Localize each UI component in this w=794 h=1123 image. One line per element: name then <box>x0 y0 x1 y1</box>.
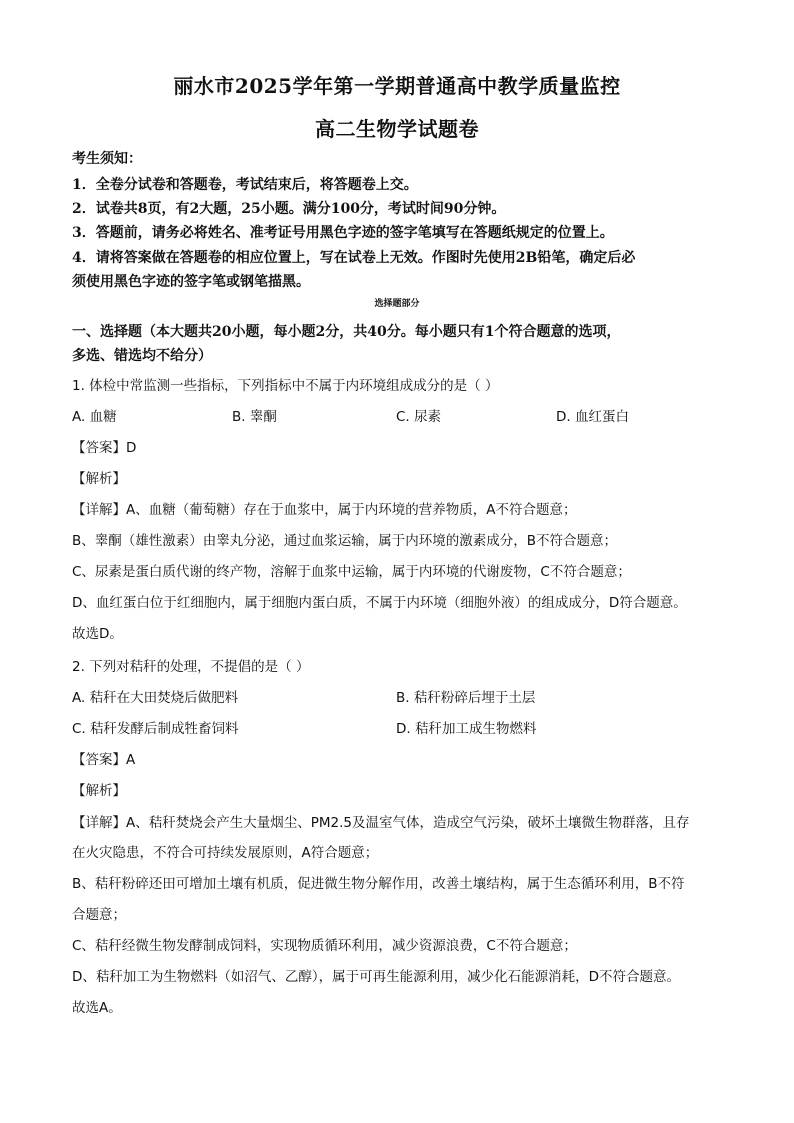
detail-text: A、秸秆焚烧会产生大量烟尘、PM2.5及温室气体，造成空气污染，破坏土壤微生物群落，且存 <box>126 815 690 831</box>
q1-conclusion: 故选D。 <box>72 626 123 642</box>
detail-tag: 【详解】 <box>72 815 126 831</box>
notice-item-4-cont: 须使用黑色字迹的签字笔或钢笔描黑。 <box>72 274 310 290</box>
q2-option-c: C. 秸秆发酵后制成牲畜饲料 <box>72 721 239 737</box>
answer-value: A <box>126 752 136 768</box>
notice-heading: 考生须知： <box>72 151 142 167</box>
answer-tag: 【答案】 <box>72 440 126 456</box>
q2-detail-line-1 <box>72 811 690 831</box>
q1-analysis-tag: 【解析】 <box>72 471 126 487</box>
q1-answer <box>72 436 136 456</box>
q1-detail-line-1 <box>72 498 576 518</box>
q2-stem: 2. 下列对秸秆的处理，不提倡的是（ ） <box>72 659 310 675</box>
q1-stem: 1. 体检中常监测一些指标，下列指标中不属于内环境组成成分的是（ ） <box>72 378 499 394</box>
answer-tag: 【答案】 <box>72 752 126 768</box>
section-heading: 一、选择题（本大题共20小题，每小题2分，共40分。每小题只有1个符合题意的选项， <box>72 324 621 340</box>
q1-detail-line-3: C、尿素是蛋白质代谢的终产物，溶解于血浆中运输，属于内环境的代谢废物，C不符合题意； <box>72 564 631 580</box>
q2-detail-line-4: 合题意； <box>72 907 126 923</box>
q2-option-a: A. 秸秆在大田焚烧后做肥料 <box>72 690 239 706</box>
notice-item-4: 4．请将答案做在答题卷的相应位置上，写在试卷上无效。作图时先使用2B铅笔，确定后必 <box>72 250 636 266</box>
q2-detail-line-3: B、秸秆粉碎还田可增加土壤有机质，促进微生物分解作用，改善土壤结构，属于生态循环利用，B不符 <box>72 876 685 892</box>
notice-item-3: 3．答题前，请务必将姓名、准考证号用黑色字迹的签字笔填写在答题纸规定的位置上。 <box>72 225 614 241</box>
q1-detail-line-4: D、血红蛋白位于红细胞内，属于细胞内蛋白质，不属于内环境（细胞外液）的组成成分，D符合题意。 <box>72 595 687 611</box>
notice-item-1: 1．全卷分试卷和答题卷，考试结束后，将答题卷上交。 <box>72 177 418 193</box>
q1-option-b: B. 睾酮 <box>232 409 277 425</box>
q2-analysis-tag: 【解析】 <box>72 783 126 799</box>
q2-detail-line-6: D、秸秆加工为生物燃料（如沼气、乙醇），属于可再生能源利用，减少化石能源消耗，D不符合题意。 <box>72 969 681 985</box>
q2-detail-line-5: C、秸秆经微生物发酵制成饲料，实现物质循环利用，减少资源浪费，C不符合题意； <box>72 938 577 954</box>
answer-value: D <box>126 440 137 456</box>
q2-conclusion: 故选A。 <box>72 1000 122 1016</box>
notice-item-2: 2．试卷共8页，有2大题，25小题。满分100分，考试时间90分钟。 <box>72 201 506 217</box>
section-label: 选择题部分 <box>374 299 420 309</box>
section-heading-cont: 多选、错选均不给分） <box>72 348 212 364</box>
detail-text: A、血糖（葡萄糖）存在于血浆中，属于内环境的营养物质，A不符合题意； <box>126 502 577 518</box>
page-subtitle: 高二生物学试题卷 <box>315 117 479 141</box>
detail-tag: 【详解】 <box>72 502 126 518</box>
q2-option-d: D. 秸秆加工成生物燃料 <box>396 721 537 737</box>
page-title: 丽水市2025学年第一学期普通高中教学质量监控 <box>173 74 621 98</box>
q1-option-c: C. 尿素 <box>396 409 442 425</box>
q1-detail-line-2: B、睾酮（雄性激素）由睾丸分泌，通过血浆运输，属于内环境的激素成分，B不符合题意； <box>72 533 618 549</box>
q1-option-a: A. 血糖 <box>72 409 117 425</box>
q2-option-b: B. 秸秆粉碎后埋于土层 <box>396 690 536 706</box>
q1-option-d: D. 血红蛋白 <box>556 409 629 425</box>
q2-answer <box>72 748 135 768</box>
q2-detail-line-2: 在火灾隐患，不符合可持续发展原则，A符合题意； <box>72 845 379 861</box>
